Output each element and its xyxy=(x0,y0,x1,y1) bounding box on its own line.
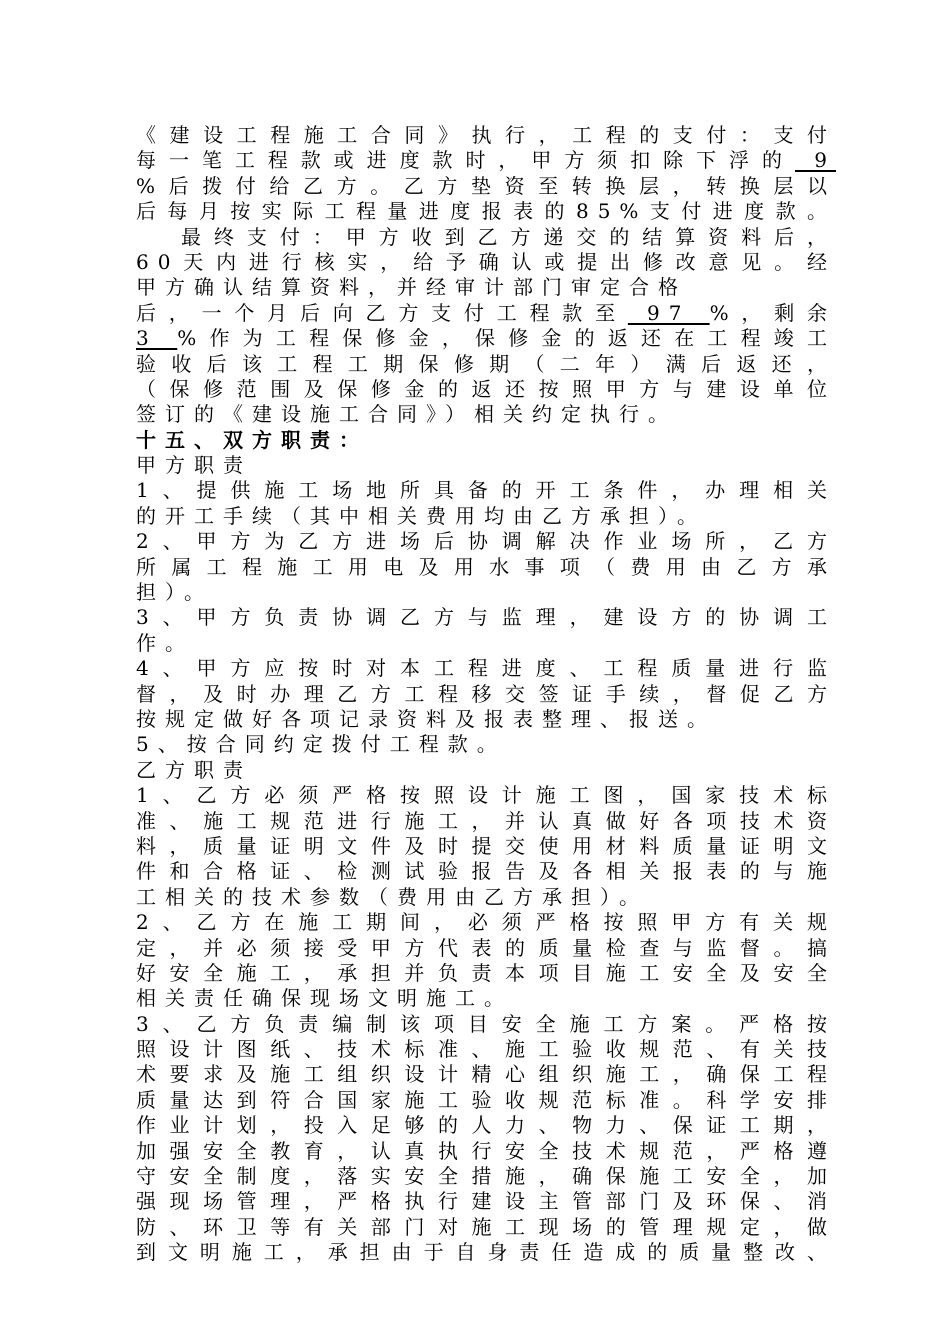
text-line: 作。 xyxy=(136,630,194,655)
text-line: 料，质量证明文件及时提交使用材料质量证明文 xyxy=(136,833,836,858)
subsection-heading: 乙方职责 xyxy=(136,757,252,782)
text-line: 准、施工规范进行施工，并认真做好各项技术资 xyxy=(136,808,836,833)
text-line: 3 %作为工程保修金，保修金的返还在工程竣工 xyxy=(136,326,836,351)
text-line: 甲方确认结算资料，并经审计部门审定合格 xyxy=(136,275,687,300)
text-line: 定，并必须接受甲方代表的质量检查与监督。搞 xyxy=(136,935,836,960)
text-line: 2、乙方在施工期间，必须严格按照甲方有关规 xyxy=(136,910,836,935)
document-body xyxy=(136,123,836,1266)
text-line: 强现场管理，严格执行建设主管部门及环保、消 xyxy=(136,1189,836,1214)
text-line: 件和合格证、检测试验报告及各相关报表的与施 xyxy=(136,859,836,884)
text-line: 60天内进行核实，给予确认或提出修改意见。经 xyxy=(136,249,836,274)
text-line: 3、甲方负责协调乙方与监理，建设方的协调工 xyxy=(136,605,836,630)
text-line: %后拨付给乙方。乙方垫资至转换层，转换层以 xyxy=(136,173,836,198)
remaining-blank: 3 xyxy=(136,326,178,351)
text-line: 签订的《建设施工合同》）相关约定执行。 xyxy=(136,402,677,427)
text-line: 相关责任确保现场文明施工。 xyxy=(136,986,513,1011)
text-line: 加强安全教育，认真执行安全技术规范，严格遵 xyxy=(136,1138,836,1163)
text-line: 验收后该工程工期保修期（二年）满后返还， xyxy=(136,351,836,376)
text-line: 后每月按实际工程量进度报表的85%支付进度款。 xyxy=(136,199,836,224)
text-line: 4、甲方应按时对本工程进度、工程质量进行监 xyxy=(136,656,836,681)
text-line: 1、提供施工场地所具备的开工条件，办理相关 xyxy=(136,478,836,503)
text-line: 好安全施工，承担并负责本项目施工安全及安全 xyxy=(136,960,836,985)
text-line: 每一笔工程款或进度款时，甲方须扣除下浮的 9 xyxy=(136,148,836,173)
text-line: 防、环卫等有关部门对施工现场的管理规定，做 xyxy=(136,1214,836,1239)
text-line: 最终支付：甲方收到乙方递交的结算资料后， xyxy=(181,224,836,249)
text-line: 5、按合同约定拨付工程款。 xyxy=(136,732,506,757)
text-line: 守安全制度，落实安全措施，确保施工安全，加 xyxy=(136,1164,836,1189)
text-line: 的开工手续（其中相关费用均由乙方承担）。 xyxy=(136,503,706,528)
text-line: 督，及时办理乙方工程移交签证手续，督促乙方 xyxy=(136,681,836,706)
text-line: 《建设工程施工合同》执行，工程的支付：支付 xyxy=(136,123,836,147)
text-line: 术要求及施工组织设计精心组织施工，确保工程 xyxy=(136,1062,836,1087)
text-line: 工相关的技术参数（费用由乙方承担）。 xyxy=(136,884,648,909)
text-line: 到文明施工，承担由于自身责任造成的质量整改、 xyxy=(136,1240,836,1265)
text-line: 担）。 xyxy=(136,580,213,605)
subsection-heading: 甲方职责 xyxy=(136,453,252,478)
text-line: 作业计划，投入足够的人力、物力、保证工期， xyxy=(136,1113,836,1138)
text-line: 所属工程施工用电及用水事项（费用由乙方承 xyxy=(136,554,836,579)
text-line: （保修范围及保修金的返还按照甲方与建设单位 xyxy=(136,376,836,401)
text-line: 按规定做好各项记录资料及报表整理、报送。 xyxy=(136,706,716,731)
section-heading: 十五、双方职责： xyxy=(136,427,368,452)
text-line: 3、乙方负责编制该项目安全施工方案。严格按 xyxy=(136,1011,836,1036)
text-line: 2、甲方为乙方进场后协调解决作业场所，乙方 xyxy=(136,529,836,554)
text-line: 1、乙方必须严格按照设计施工图，国家技术标 xyxy=(136,783,836,808)
pay-to-blank: 97 xyxy=(627,300,710,325)
float-rate-blank: 9 xyxy=(794,148,836,173)
text-line: 质量达到符合国家施工验收规范标准。科学安排 xyxy=(136,1087,836,1112)
text-line: 照设计图纸、技术标准、施工验收规范、有关技 xyxy=(136,1037,836,1062)
text-line: 后，一个月后向乙方支付工程款至 97 %，剩余 xyxy=(136,300,836,325)
